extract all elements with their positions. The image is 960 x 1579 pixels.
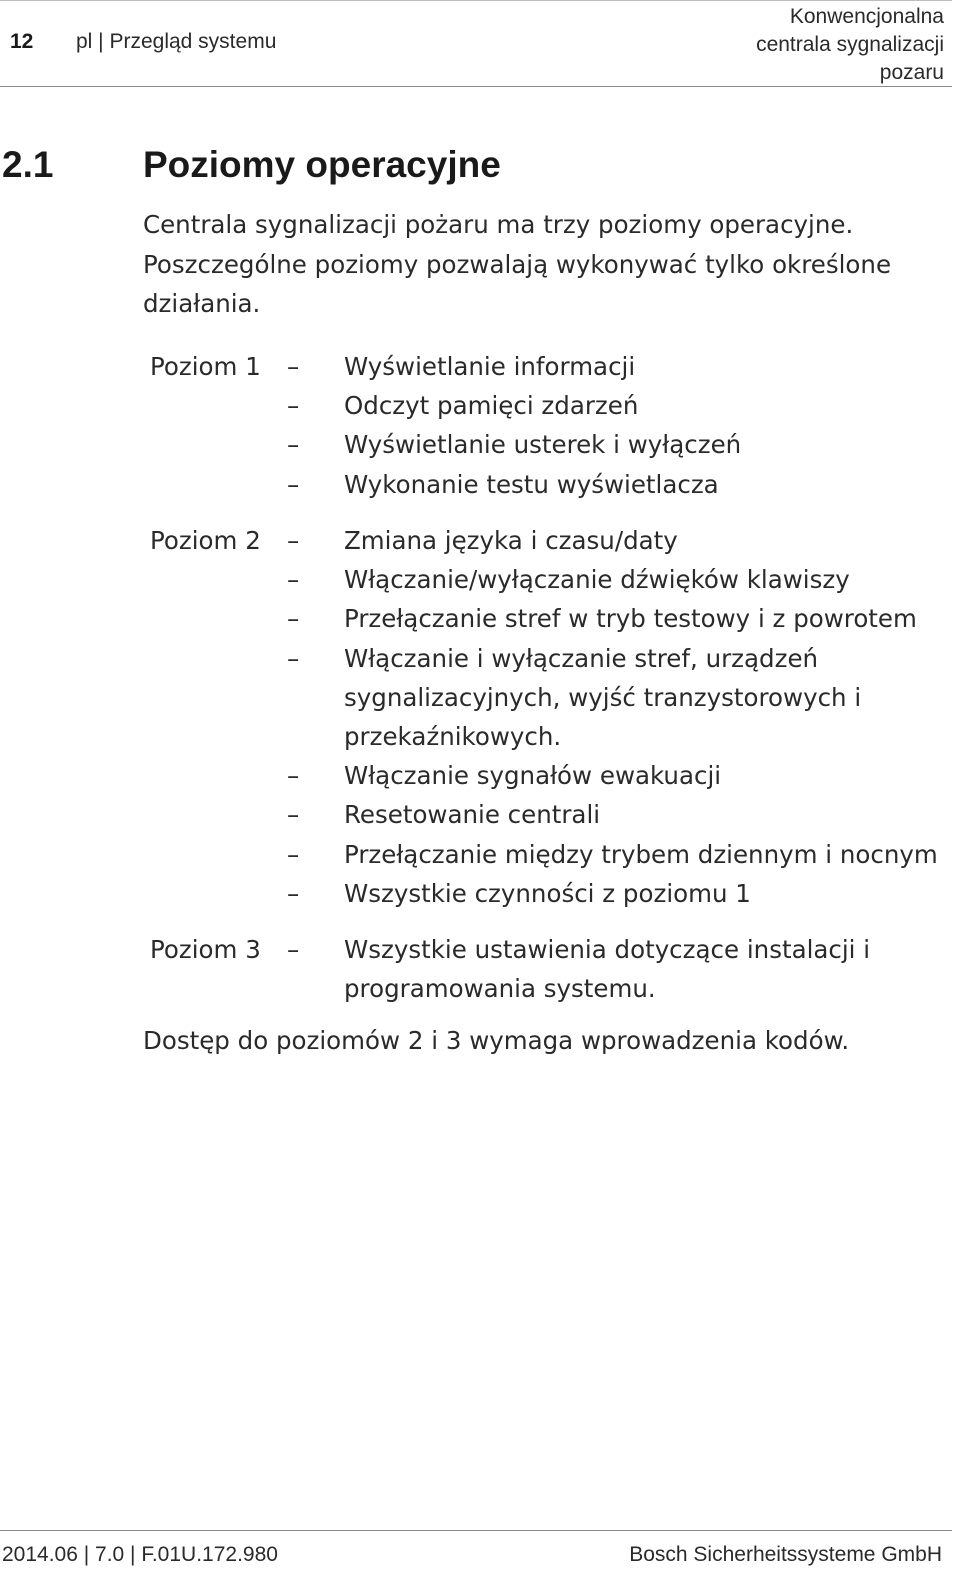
list-item — [150, 347, 944, 386]
dash-bullet: – — [287, 839, 300, 869]
section-title: Poziomy operacyjne — [143, 144, 501, 185]
list-item-text: Wszystkie czynności z poziomu 1 — [344, 878, 751, 908]
dash-bullet: – — [287, 430, 300, 460]
list-item-text: Wyświetlanie usterek i wyłączeń — [344, 430, 742, 460]
intro-line: Centrala sygnalizacji pożaru ma trzy poziomy operacyjne. — [143, 210, 854, 239]
list-item — [150, 560, 944, 599]
section-path: pl | Przegląd systemu — [76, 30, 277, 53]
list-item — [150, 930, 944, 1008]
dash-bullet: – — [287, 761, 300, 791]
list-item — [150, 521, 944, 560]
list-item-text: Odczyt pamięci zdarzeń — [344, 391, 639, 421]
document-title-line: pozaru — [879, 61, 944, 84]
list-item-text: Przełączanie między trybem dziennym i nocnym — [344, 839, 938, 869]
level-2-list — [150, 521, 944, 913]
document-title-line: centrala sygnalizacji — [756, 33, 944, 56]
level-name: Poziom 1 — [150, 352, 261, 381]
list-item-text: Przełączanie stref w tryb testowy i z powrotem — [344, 604, 917, 634]
level-3-list — [150, 930, 944, 1008]
intro-line: działania. — [143, 289, 261, 318]
list-item — [150, 386, 944, 425]
header-top-rule — [0, 0, 952, 1]
list-item-text: Wyświetlanie informacji — [344, 352, 636, 381]
intro-paragraph — [143, 205, 933, 324]
access-note: Dostęp do poziomów 2 i 3 wymaga wprowadzenia kodów. — [143, 1026, 850, 1055]
footer-doc-info: 2014.06 | 7.0 | F.01U.172.980 — [2, 1543, 278, 1566]
footer-company: Bosch Sicherheitssysteme GmbH — [629, 1543, 942, 1566]
list-item — [150, 639, 944, 757]
dash-bullet: – — [287, 565, 300, 595]
list-item-text: Resetowanie centrali — [344, 800, 601, 830]
document-title — [684, 3, 944, 87]
dash-bullet: – — [287, 935, 300, 964]
list-item-text: Zmiana języka i czasu/daty — [344, 526, 678, 555]
dash-bullet: – — [287, 643, 300, 673]
list-item-text: Włączanie sygnałów ewakuacji — [344, 761, 722, 791]
dash-bullet: – — [287, 352, 300, 381]
list-item-text: Włączanie/wyłączanie dźwięków klawiszy — [344, 565, 850, 595]
level-1-list — [150, 347, 944, 504]
level-name: Poziom 2 — [150, 526, 261, 555]
level-name: Poziom 3 — [150, 935, 261, 964]
intro-line: Poszczególne poziomy pozwalają wykonywać tylko określone — [143, 249, 892, 279]
list-item-text: Włączanie i wyłączanie stref, urządzeń sygnalizacyjnych, wyjść tranzystorowych i przekaźnikowych. — [344, 643, 862, 752]
document-title-line: Konwencjonalna — [789, 5, 944, 28]
list-item — [150, 756, 944, 795]
page-header — [0, 0, 952, 87]
list-item — [150, 599, 944, 638]
dash-bullet: – — [287, 878, 300, 908]
list-item — [150, 465, 944, 504]
page-number: 12 — [10, 30, 34, 53]
list-item — [150, 874, 944, 913]
dash-bullet: – — [287, 800, 300, 830]
dash-bullet: – — [287, 391, 300, 421]
page-footer — [0, 1530, 952, 1579]
dash-bullet: – — [287, 526, 300, 555]
section-number: 2.1 — [2, 144, 54, 185]
list-item-text: Wykonanie testu wyświetlacza — [344, 469, 719, 499]
dash-bullet: – — [287, 604, 300, 634]
dash-bullet: – — [287, 469, 300, 499]
list-item — [150, 835, 944, 874]
list-item — [150, 425, 944, 464]
list-item-text: Wszystkie ustawienia dotyczące instalacji i programowania systemu. — [344, 935, 871, 1004]
list-item — [150, 795, 944, 834]
